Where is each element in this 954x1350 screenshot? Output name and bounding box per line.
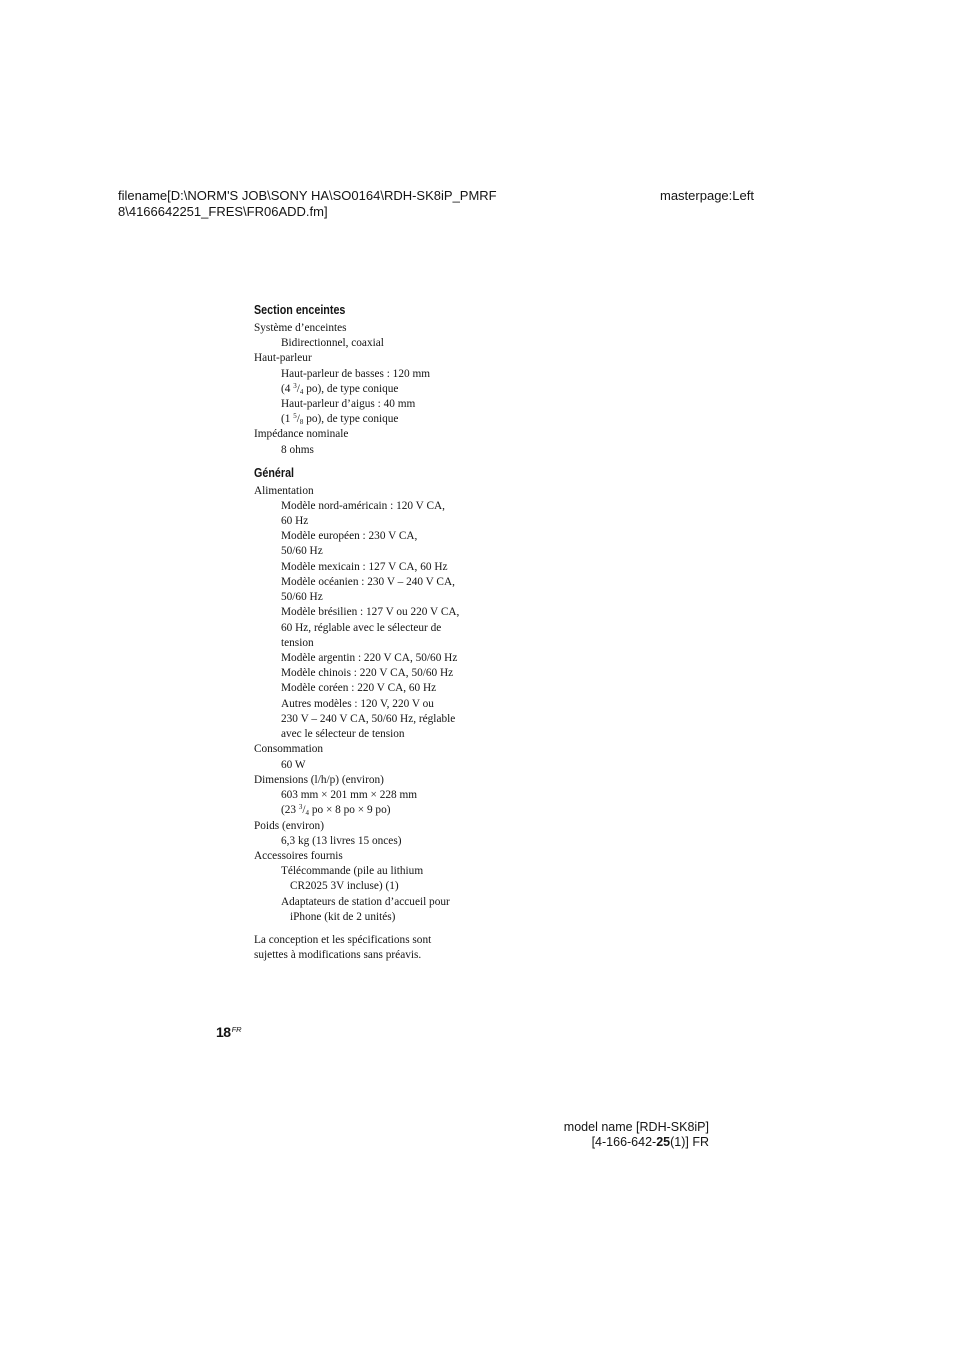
fraction-slash: / (302, 804, 306, 816)
spec-value-woofer: Haut-parleur de basses : 120 mm (281, 368, 431, 380)
section-heading-speakers: Section enceintes (254, 303, 346, 317)
spec-value-tweeter: Haut-parleur d’aigus : 40 mm (281, 398, 416, 410)
spec-label-weight: Poids (environ) (254, 820, 324, 832)
power-line: Modèle chinois : 220 V CA, 50/60 Hz (281, 667, 454, 679)
footer-part-number (592, 1134, 709, 1150)
accessory-line: Télécommande (pile au lithium (281, 865, 424, 877)
spec-value-dimensions-in (281, 802, 391, 819)
notice-line: sujettes à modifications sans préavis. (254, 949, 422, 961)
power-line: Modèle nord-américain : 120 V CA, (281, 500, 445, 512)
power-line: Modèle coréen : 220 V CA, 60 Hz (281, 682, 437, 694)
spec-label-system: Système d’enceintes (254, 322, 347, 334)
fraction-numerator: 3 (298, 803, 303, 811)
fraction-open: (23 (281, 804, 299, 816)
spec-value-dimensions-mm: 603 mm × 201 mm × 228 mm (281, 789, 418, 801)
masterpage-label: masterpage:Left (660, 188, 754, 203)
power-line: Autres modèles : 120 V, 220 V ou (281, 698, 434, 710)
fraction-numerator: 5 (293, 412, 297, 420)
power-line: tension (281, 637, 314, 649)
spec-label-impedance: Impédance nominale (254, 428, 349, 440)
spec-label-dimensions: Dimensions (l/h/p) (environ) (254, 774, 384, 786)
page-number-language: FR (231, 1025, 242, 1034)
accessory-line: Adaptateurs de station d’accueil pour (281, 896, 450, 908)
spec-label-consumption: Consommation (254, 743, 324, 755)
fraction-rest: po), de type conique (303, 383, 399, 395)
power-line: 60 Hz, réglable avec le sélecteur de (281, 622, 442, 634)
accessory-line: iPhone (kit de 2 unités) (290, 911, 396, 923)
spec-value-weight: 6,3 kg (13 livres 15 onces) (281, 835, 402, 847)
accessory-line: CR2025 3V incluse) (1) (290, 880, 399, 892)
fraction-numerator: 3 (293, 382, 297, 390)
fraction-slash: / (296, 413, 300, 425)
spec-value-impedance: 8 ohms (281, 444, 314, 456)
fraction-slash: / (296, 383, 300, 395)
power-line: 60 Hz (281, 515, 309, 527)
fraction-rest: po), de type conique (303, 413, 399, 425)
power-line: 230 V – 240 V CA, 50/60 Hz, réglable (281, 713, 456, 725)
part-number-bold: 25 (656, 1135, 671, 1149)
fraction-open: (1 (281, 413, 294, 425)
fraction-rest: po × 8 po × 9 po) (309, 804, 391, 816)
spec-label-driver: Haut-parleur (254, 352, 312, 364)
fraction-denominator: 4 (305, 809, 310, 817)
part-number-suffix: (1)] FR (670, 1135, 709, 1149)
power-line: Modèle argentin : 220 V CA, 50/60 Hz (281, 652, 458, 664)
fraction-open: (4 (281, 383, 294, 395)
filename-line-2: 8\4166642251_FRES\FR06ADD.fm] (118, 204, 328, 219)
notice-line: La conception et les spécifications sont (254, 934, 432, 946)
part-number-prefix: [4-166-642- (591, 1135, 657, 1149)
filename-line-1: filename[D:\NORM'S JOB\SONY HA\SO0164\RDH-SK8iP_PMRF (118, 188, 497, 203)
fraction-denominator: 4 (299, 388, 304, 396)
footer-model-name: model name [RDH-SK8iP] (563, 1120, 709, 1134)
power-line: Modèle brésilien : 127 V ou 220 V CA, (281, 606, 460, 618)
spec-value-system: Bidirectionnel, coaxial (281, 337, 384, 349)
power-line: Modèle océanien : 230 V – 240 V CA, (281, 576, 455, 588)
section-heading-general: Général (254, 466, 295, 480)
power-line: Modèle européen : 230 V CA, (281, 530, 418, 542)
spec-value-consumption: 60 W (281, 759, 306, 771)
spec-label-accessories: Accessoires fournis (254, 850, 343, 862)
page-number-value: 18 (216, 1024, 231, 1040)
fraction-denominator: 8 (299, 418, 304, 426)
page-number (216, 1023, 242, 1044)
spec-label-power: Alimentation (254, 485, 314, 497)
power-line: 50/60 Hz (281, 545, 323, 557)
power-line: avec le sélecteur de tension (281, 728, 405, 740)
power-line: 50/60 Hz (281, 591, 323, 603)
power-line: Modèle mexicain : 127 V CA, 60 Hz (281, 561, 448, 573)
